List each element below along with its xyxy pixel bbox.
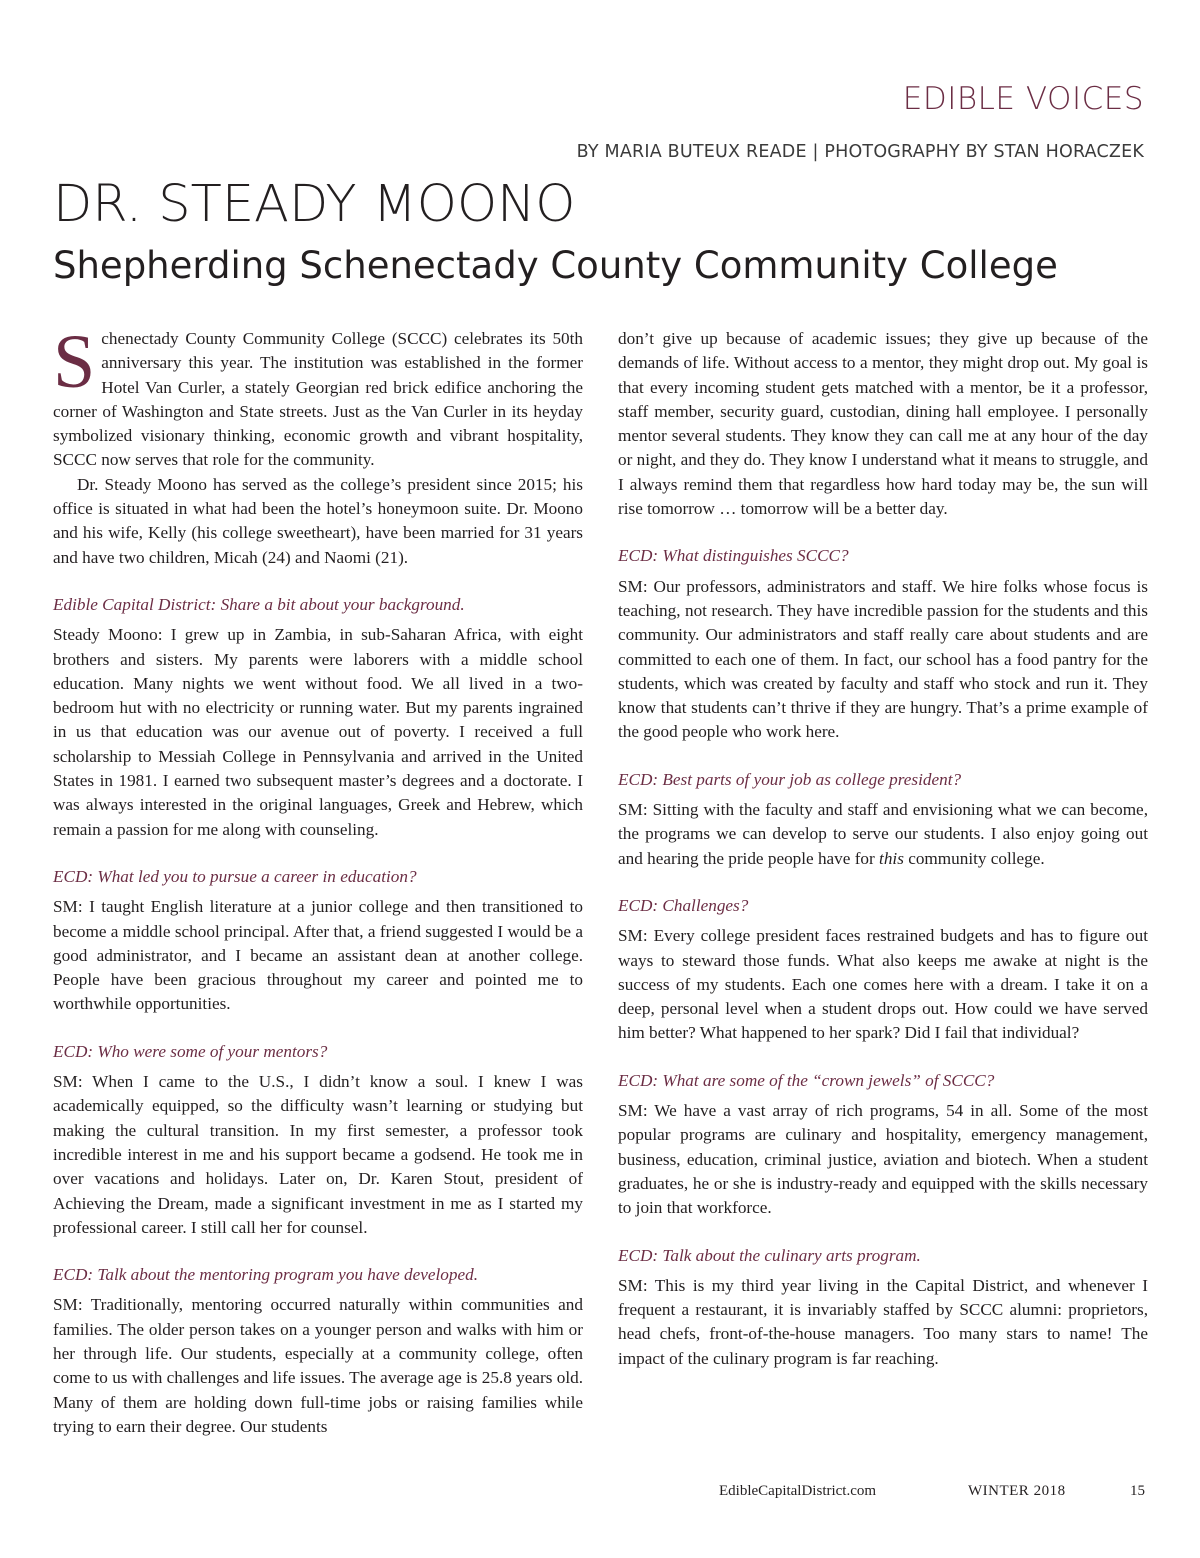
footer-website: EdibleCapitalDistrict.com [719, 1483, 877, 1499]
intro-paragraph [53, 320, 583, 473]
answer-8: SM: We have a vast array of rich programs, 54 in all. Some of the most popular programs are culinary and hospitality, emergency management, business, education, criminal justice, aviation and biotech. When a student graduates, he or she is industry-ready and equipped with the skills necessary to join that workforce. [618, 1101, 1148, 1218]
answer-4-part-2: don’t give up because of academic issues; they give up because of the demands of life. Without access to a mentor, they might drop out. My goal is that every incoming student gets matched with a mentor, be it a professor, staff member, security guard, custodian, dining hall employee. I personally mentor several students. They know they can call me at any hour of the day or night, and they do. They know I understand what it means to struggle, and I always remind them that regardless how hard today may be, the sun will rise tomorrow … tomorrow will be a better day. [618, 329, 1148, 519]
intro-paragraph-2: Dr. Steady Moono has served as the college’s president since 2015; his office is situated in what had been the hotel’s honeymoon suite. Dr. Moono and his wife, Kelly (his college sweetheart), have been married for 31 years and have two children, Micah (24) and Naomi (21). [53, 474, 583, 567]
answer-1: Steady Moono: I grew up in Zambia, in sub-Saharan Africa, with eight brothers and sisters. My parents were laborers with a middle school education. Many nights we went without food. We all lived in a two-bedroom hut with no electricity or running water. But my parents ingrained in us that education was our avenue out of poverty. I received a full scholarship to Messiah College in Pennsylvania and arrived in the United States in 1981. I earned two subsequent master’s degrees and a doctorate. I was always interested in the original languages, Greek and Hebrew, which remain a passion for me along with counseling. [53, 625, 583, 839]
byline: BY MARIA BUTEUX READE | PHOTOGRAPHY BY STAN HORACZEK [576, 142, 1144, 162]
drop-cap: S [53, 320, 96, 404]
page-subtitle: Shepherding Schenectady County Community College [53, 244, 1058, 287]
answer-6: SM: Sitting with the faculty and staff and envisioning what we can become, the programs we can develop to serve our students. I also enjoy going out and hearing the pride people have for this community college. [618, 800, 1148, 868]
question-6: ECD: Best parts of your job as college president? [618, 769, 962, 789]
question-5: ECD: What distinguishes SCCC? [618, 546, 849, 566]
question-1: Edible Capital District: Share a bit about your background. [53, 594, 465, 614]
page-number: 15 [1130, 1483, 1145, 1499]
question-2: ECD: What led you to pursue a career in education? [53, 866, 417, 886]
answer-9: SM: This is my third year living in the Capital District, and whenever I frequent a restaurant, it is invariably staffed by SCCC alumni: proprietors, head chefs, front-of-the-house managers. Too many stars to name! The impact of the culinary program is far reaching. [618, 1275, 1148, 1368]
article-column-left [53, 320, 583, 1439]
intro-text: chenectady County Community College (SCCC) celebrates its 50th anniversary this year. The institution was established in the former Hotel Van Curler, a stately Georgian red brick edifice anchoring the corner of Washington and State streets. Just as the Van Curler in its heyday symbolized visionary thinking, economic growth and vibrant hospitality, SCCC now serves that role for the community. [53, 329, 583, 470]
emphasis: this [879, 848, 904, 868]
question-9: ECD: Talk about the culinary arts program. [618, 1245, 921, 1265]
footer-issue: WINTER 2018 [968, 1483, 1066, 1499]
answer-5: SM: Our professors, administrators and staff. We hire folks whose focus is teaching, not research. They have incredible passion for the students and this community. Our administrators and staff really care about students and are committed to each one of them. In fact, our school has a food pantry for the students, which was created by faculty and staff who stock and run it. They know that students can’t thrive if they are hungry. That’s a prime example of the good people who work here. [618, 576, 1148, 742]
answer-3: SM: When I came to the U.S., I didn’t know a soul. I knew I was academically equipped, so the difficulty wasn’t learning or studying but making the cultural transition. In my first semester, a professor took incredible interest in me and his support became a godsend. He took me in over vacations and holidays. Later on, Dr. Karen Stout, president of Achieving the Dream, made a significant investment in me as I started my professional career. I still call her for counsel. [53, 1072, 583, 1237]
answer-4-part-1: SM: Traditionally, mentoring occurred naturally within communities and families. The older person takes on a younger person and walks with him or her through life. Our students, especially at a community college, often come to us with challenges and life issues. The average age is 25.8 years old. Many of them are holding down full-time jobs or raising families while trying to earn their degree. Our students [53, 1295, 583, 1436]
question-7: ECD: Challenges? [618, 895, 749, 915]
article-column-right [618, 327, 1148, 1371]
question-4: ECD: Talk about the mentoring program you have developed. [53, 1265, 479, 1285]
page-title: DR. STEADY MOONO [53, 175, 576, 234]
answer-7: SM: Every college president faces restrained budgets and has to figure out ways to steward those funds. What also keeps me awake at night is the success of my students. Each one comes here with a dream. I take it on a deep, personal level when a student drops out. How could we have served him better? What happened to her spark? Did I fail that individual? [618, 926, 1148, 1043]
section-label: EDIBLE VOICES [902, 81, 1144, 117]
question-8: ECD: What are some of the “crown jewels” of SCCC? [618, 1070, 995, 1090]
question-3: ECD: Who were some of your mentors? [53, 1041, 328, 1061]
answer-2: SM: I taught English literature at a junior college and then transitioned to become a middle school principal. After that, a friend suggested I would be a good administrator, and I became an assistant dean at another college. People have been gracious throughout my career and pointed me to worthwhile opportunities. [53, 897, 583, 1014]
